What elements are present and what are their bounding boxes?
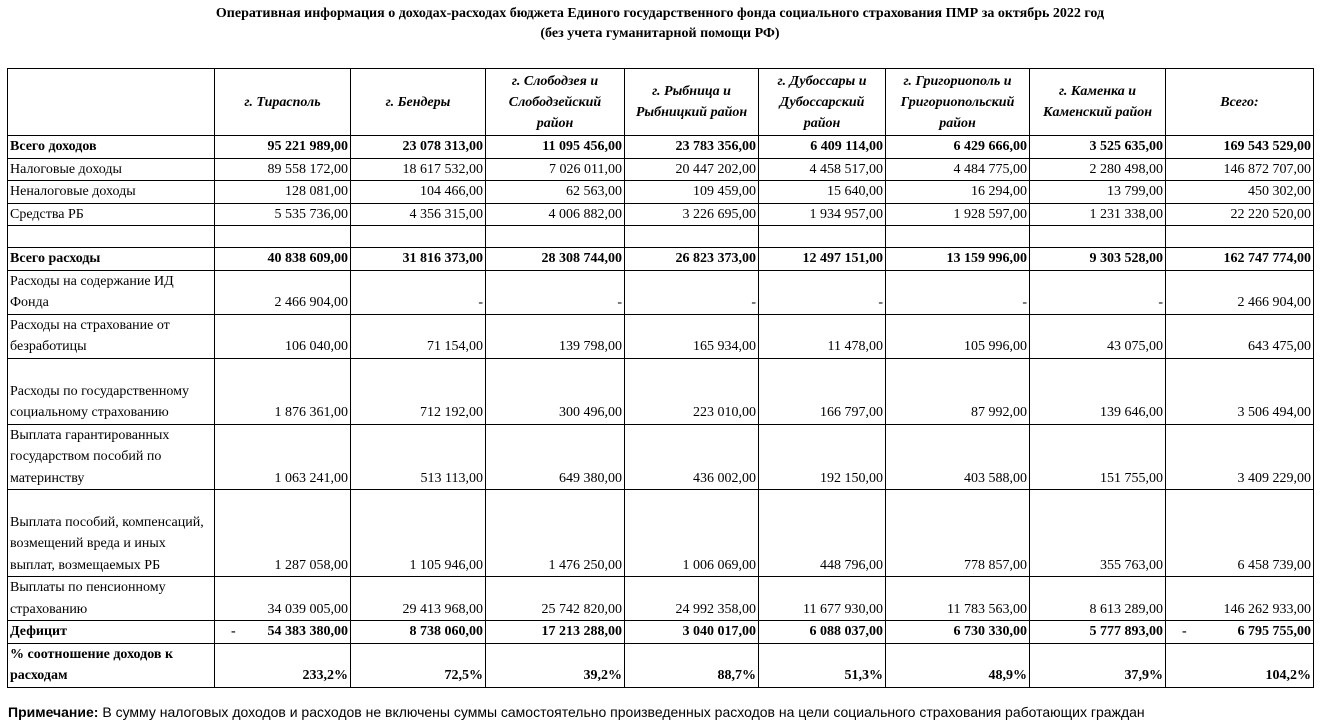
header-bendery: г. Бендеры <box>351 69 486 136</box>
value-text: 17 213 288,00 <box>541 624 622 639</box>
row-label: Дефицит <box>8 621 215 644</box>
value-text: 146 872 707,00 <box>1223 161 1311 177</box>
value-cell <box>1030 424 1166 490</box>
value-cell <box>486 203 625 226</box>
value-cell <box>215 358 351 424</box>
value-cell <box>486 314 625 358</box>
value-cell <box>486 621 625 644</box>
value-text: 95 221 989,00 <box>267 139 348 154</box>
value-cell <box>886 270 1030 314</box>
title-line-1: Оперативная информация о доходах-расходах бюджета Единого государственного фонда социального страхования ПМР за октябрь 2022 год <box>215 6 1105 21</box>
value-text: 29 413 968,00 <box>402 601 483 617</box>
value-cell <box>886 490 1030 577</box>
value-text: 28 308 744,00 <box>541 251 622 266</box>
value-cell <box>759 621 886 644</box>
negative-sign: - <box>1182 624 1187 639</box>
value-text: 11 677 930,00 <box>803 601 883 617</box>
value-text: 89 558 172,00 <box>267 161 348 177</box>
value-cell <box>1166 424 1314 490</box>
value-text: 1 063 241,00 <box>274 470 348 486</box>
value-cell <box>215 270 351 314</box>
value-text: 1 105 946,00 <box>409 557 483 573</box>
value-text: 62 563,00 <box>566 184 622 199</box>
value-cell <box>759 424 886 490</box>
negative-sign: - <box>231 624 236 639</box>
row-income-item <box>8 158 1314 181</box>
row-total-income <box>8 136 1314 159</box>
value-text: 2 280 498,00 <box>1089 161 1163 177</box>
value-cell <box>759 270 886 314</box>
value-cell <box>1166 270 1314 314</box>
row-label: % соотношение доходов к расходам <box>8 643 215 687</box>
row-expense-item <box>8 314 1314 358</box>
row-income-item <box>8 181 1314 204</box>
value-text: 40 838 609,00 <box>267 251 348 266</box>
value-cell <box>625 158 759 181</box>
value-cell <box>625 490 759 577</box>
header-slobodzeya: г. Слободзея и Слободзейский район <box>486 69 625 136</box>
value-cell <box>486 358 625 424</box>
value-cell <box>215 181 351 204</box>
value-cell <box>759 136 886 159</box>
value-cell <box>486 643 625 687</box>
value-cell <box>625 424 759 490</box>
value-text: 4 356 315,00 <box>409 206 483 222</box>
value-cell <box>215 424 351 490</box>
value-text: 8 613 289,00 <box>1089 601 1163 617</box>
value-text: 649 380,00 <box>559 470 622 486</box>
header-row <box>8 69 1314 136</box>
value-cell <box>1166 158 1314 181</box>
value-cell <box>625 358 759 424</box>
value-cell <box>759 158 886 181</box>
value-text: - <box>1158 295 1163 310</box>
row-label: Расходы на содержание ИД Фонда <box>8 270 215 314</box>
value-cell <box>215 621 351 644</box>
value-text: 31 816 373,00 <box>402 251 483 266</box>
value-text: 12 497 151,00 <box>802 251 883 266</box>
value-cell <box>1030 621 1166 644</box>
value-text: 2 466 904,00 <box>274 295 348 310</box>
value-text: 4 484 775,00 <box>953 161 1027 177</box>
value-cell <box>215 158 351 181</box>
value-text: - <box>751 295 756 310</box>
value-cell <box>1030 248 1166 271</box>
footnote-text: В сумму налоговых доходов и расходов не включены суммы самостоятельно произведенных расходов на цели социального страхования работающих граждан <box>98 704 1145 720</box>
value-text: 192 150,00 <box>820 470 883 486</box>
value-cell <box>1166 621 1314 644</box>
value-text: 448 796,00 <box>820 557 883 573</box>
value-cell <box>886 643 1030 687</box>
value-text: 2 466 904,00 <box>1237 295 1311 310</box>
value-cell <box>1030 314 1166 358</box>
value-text: 6 088 037,00 <box>809 624 883 639</box>
value-cell <box>486 181 625 204</box>
value-text: 25 742 820,00 <box>541 601 622 617</box>
value-text: 22 220 520,00 <box>1230 206 1311 222</box>
value-cell <box>1030 490 1166 577</box>
value-cell <box>886 181 1030 204</box>
value-text: 11 478,00 <box>827 339 883 354</box>
value-text: 16 294,00 <box>971 184 1027 199</box>
header-dubossary: г. Дубоссары и Дубоссарский район <box>759 69 886 136</box>
value-cell <box>886 203 1030 226</box>
value-cell <box>351 158 486 181</box>
empty-cell <box>886 226 1030 248</box>
value-cell <box>1030 136 1166 159</box>
value-text: 54 383 380,00 <box>267 624 348 639</box>
value-text: 1 287 058,00 <box>274 557 348 573</box>
value-cell <box>215 577 351 621</box>
value-text: 5 777 893,00 <box>1089 624 1163 639</box>
value-text: 450 302,00 <box>1248 184 1311 199</box>
empty-cell <box>625 226 759 248</box>
row-deficit <box>8 621 1314 644</box>
value-cell <box>351 203 486 226</box>
value-text: 104 466,00 <box>420 184 483 199</box>
value-cell <box>486 248 625 271</box>
value-text: 6 429 666,00 <box>953 139 1027 154</box>
value-cell <box>625 248 759 271</box>
value-text: 20 447 202,00 <box>675 161 756 177</box>
value-text: 513 113,00 <box>420 470 483 486</box>
empty-cell <box>486 226 625 248</box>
value-cell <box>1030 643 1166 687</box>
value-cell <box>759 314 886 358</box>
row-label: Расходы на страхование от безработицы <box>8 314 215 358</box>
value-cell <box>886 621 1030 644</box>
value-cell <box>486 158 625 181</box>
value-text: - <box>1022 295 1027 310</box>
value-text: 26 823 373,00 <box>675 251 756 266</box>
value-text: 87 992,00 <box>971 405 1027 420</box>
empty-cell <box>1030 226 1166 248</box>
row-total-expenses <box>8 248 1314 271</box>
value-text: 39,2% <box>583 668 622 683</box>
row-ratio <box>8 643 1314 687</box>
value-text: 43 075,00 <box>1107 339 1163 354</box>
value-cell <box>625 136 759 159</box>
value-text: 403 588,00 <box>964 470 1027 486</box>
value-cell <box>759 358 886 424</box>
value-text: 11 095 456,00 <box>542 139 622 154</box>
value-text: 6 730 330,00 <box>953 624 1027 639</box>
value-text: 1 876 361,00 <box>274 405 348 420</box>
value-text: 15 640,00 <box>827 184 883 199</box>
value-cell <box>1030 577 1166 621</box>
value-cell <box>1030 181 1166 204</box>
report-title <box>0 4 1320 44</box>
row-label: Расходы по государственному социальному страхованию <box>8 358 215 424</box>
value-text: 72,5% <box>444 668 483 683</box>
row-expense-item <box>8 490 1314 577</box>
row-expense-item <box>8 270 1314 314</box>
value-text: 71 154,00 <box>427 339 483 354</box>
value-cell <box>625 577 759 621</box>
row-income-item <box>8 203 1314 226</box>
row-expense-item <box>8 424 1314 490</box>
value-text: 104,2% <box>1265 668 1311 683</box>
value-text: 6 795 755,00 <box>1237 624 1311 639</box>
value-text: 151 755,00 <box>1100 470 1163 486</box>
value-cell <box>1166 203 1314 226</box>
value-cell <box>351 577 486 621</box>
value-text: 355 763,00 <box>1100 557 1163 573</box>
value-cell <box>1166 136 1314 159</box>
row-expense-item <box>8 577 1314 621</box>
value-text: 3 226 695,00 <box>682 206 756 222</box>
value-cell <box>1166 358 1314 424</box>
value-cell <box>886 248 1030 271</box>
value-text: 8 738 060,00 <box>409 624 483 639</box>
value-cell <box>625 643 759 687</box>
empty-cell <box>1166 226 1314 248</box>
value-text: 139 646,00 <box>1100 405 1163 420</box>
value-text: 3 506 494,00 <box>1237 405 1311 420</box>
value-cell <box>215 203 351 226</box>
value-cell <box>886 358 1030 424</box>
value-cell <box>759 643 886 687</box>
value-text: 6 409 114,00 <box>810 139 883 154</box>
row-label: Налоговые доходы <box>8 158 215 181</box>
value-cell <box>351 621 486 644</box>
value-text: 4 006 882,00 <box>548 206 622 222</box>
value-cell <box>351 358 486 424</box>
value-cell <box>759 577 886 621</box>
value-text: 128 081,00 <box>285 184 348 199</box>
value-text: - <box>878 295 883 310</box>
value-text: 105 996,00 <box>964 339 1027 354</box>
value-cell <box>351 314 486 358</box>
value-text: 51,3% <box>844 668 883 683</box>
value-cell <box>351 490 486 577</box>
value-cell <box>351 136 486 159</box>
empty-cell <box>351 226 486 248</box>
value-text: 7 026 011,00 <box>549 161 622 177</box>
header-tiraspol: г. Тирасполь <box>215 69 351 136</box>
value-text: 169 543 529,00 <box>1223 139 1311 154</box>
row-label: Всего расходы <box>8 248 215 271</box>
value-text: 139 798,00 <box>559 339 622 354</box>
footnote-prefix: Примечание: <box>8 704 99 720</box>
empty-cell <box>215 226 351 248</box>
value-cell <box>351 424 486 490</box>
value-text: 1 476 250,00 <box>548 557 622 573</box>
empty-cell <box>759 226 886 248</box>
value-text: 106 040,00 <box>285 339 348 354</box>
value-text: 712 192,00 <box>420 405 483 420</box>
value-cell <box>1030 358 1166 424</box>
header-total: Всего: <box>1166 69 1314 136</box>
value-text: 24 992 358,00 <box>675 601 756 617</box>
value-cell <box>759 490 886 577</box>
value-text: 233,2% <box>302 668 348 683</box>
header-grigoriopol: г. Григориополь и Григориопольский район <box>886 69 1030 136</box>
value-text: 13 159 996,00 <box>946 251 1027 266</box>
value-cell <box>215 643 351 687</box>
value-text: 3 525 635,00 <box>1089 139 1163 154</box>
value-text: 165 934,00 <box>693 339 756 354</box>
value-cell <box>486 136 625 159</box>
row-label: Средства РБ <box>8 203 215 226</box>
value-text: 436 002,00 <box>693 470 756 486</box>
value-cell <box>351 181 486 204</box>
value-cell <box>215 248 351 271</box>
row-label: Выплата гарантированных государством пособий по материнству <box>8 424 215 490</box>
value-text: 3 040 017,00 <box>682 624 756 639</box>
value-text: 23 783 356,00 <box>675 139 756 154</box>
footnote <box>8 704 1145 720</box>
value-text: 643 475,00 <box>1248 339 1311 354</box>
value-cell <box>625 203 759 226</box>
value-text: 223 010,00 <box>693 405 756 420</box>
title-line-2: (без учета гуманитарной помощи РФ) <box>540 26 780 41</box>
value-cell <box>215 136 351 159</box>
value-cell <box>1166 577 1314 621</box>
empty-cell <box>8 226 215 248</box>
value-text: 37,9% <box>1124 668 1163 683</box>
value-cell <box>351 270 486 314</box>
row-expense-item <box>8 358 1314 424</box>
value-text: 3 409 229,00 <box>1237 470 1311 486</box>
spacer-row <box>8 226 1314 248</box>
value-text: 13 799,00 <box>1107 184 1163 199</box>
value-cell <box>1166 248 1314 271</box>
value-cell <box>625 621 759 644</box>
value-cell <box>215 314 351 358</box>
value-cell <box>886 136 1030 159</box>
value-cell <box>886 158 1030 181</box>
value-text: 48,9% <box>988 668 1027 683</box>
value-cell <box>759 181 886 204</box>
value-cell <box>759 203 886 226</box>
value-cell <box>886 314 1030 358</box>
value-text: 146 262 933,00 <box>1223 601 1311 617</box>
value-text: 1 934 957,00 <box>809 206 883 222</box>
value-cell <box>1030 270 1166 314</box>
row-label: Выплата пособий, компенсаций, возмещений вреда и иных выплат, возмещаемых РБ <box>8 490 215 577</box>
value-text: 109 459,00 <box>693 184 756 199</box>
row-label: Всего доходов <box>8 136 215 159</box>
value-cell <box>351 248 486 271</box>
value-cell <box>625 181 759 204</box>
row-label: Неналоговые доходы <box>8 181 215 204</box>
value-cell <box>215 490 351 577</box>
header-kamenka: г. Каменка и Каменский район <box>1030 69 1166 136</box>
value-text: 4 458 517,00 <box>809 161 883 177</box>
value-text: 5 535 736,00 <box>274 206 348 222</box>
value-cell <box>1166 490 1314 577</box>
value-text: 6 458 739,00 <box>1237 557 1311 573</box>
value-cell <box>625 270 759 314</box>
value-cell <box>486 270 625 314</box>
value-cell <box>486 424 625 490</box>
header-blank <box>8 69 215 136</box>
value-cell <box>886 424 1030 490</box>
value-cell <box>486 490 625 577</box>
value-cell <box>351 643 486 687</box>
row-label: Выплаты по пенсионному страхованию <box>8 577 215 621</box>
value-text: 166 797,00 <box>820 405 883 420</box>
value-text: 1 928 597,00 <box>953 206 1027 222</box>
value-cell <box>1166 643 1314 687</box>
value-text: 1 006 069,00 <box>682 557 756 573</box>
value-text: - <box>617 295 622 310</box>
value-text: 23 078 313,00 <box>402 139 483 154</box>
value-text: 18 617 532,00 <box>402 161 483 177</box>
value-text: 88,7% <box>717 668 756 683</box>
value-cell <box>1030 203 1166 226</box>
value-text: 162 747 774,00 <box>1223 251 1311 266</box>
value-cell <box>1166 314 1314 358</box>
value-cell <box>1166 181 1314 204</box>
value-text: 9 303 528,00 <box>1089 251 1163 266</box>
header-rybnitsa: г. Рыбница и Рыбницкий район <box>625 69 759 136</box>
value-cell <box>886 577 1030 621</box>
value-text: 300 496,00 <box>559 405 622 420</box>
value-text: 11 783 563,00 <box>947 601 1027 617</box>
budget-table <box>7 68 1314 688</box>
value-text: 778 857,00 <box>964 557 1027 573</box>
value-cell <box>1030 158 1166 181</box>
value-cell <box>625 314 759 358</box>
value-cell <box>486 577 625 621</box>
value-cell <box>759 248 886 271</box>
value-text: - <box>478 295 483 310</box>
value-text: 1 231 338,00 <box>1089 206 1163 222</box>
value-text: 34 039 005,00 <box>267 601 348 617</box>
